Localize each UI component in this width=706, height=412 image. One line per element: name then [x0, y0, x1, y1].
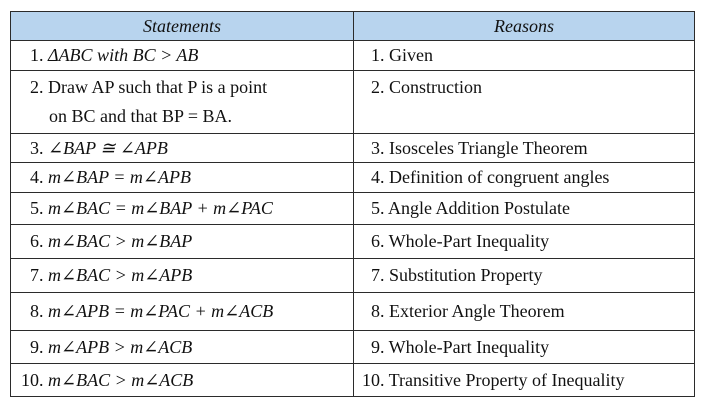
statement-number: 4.	[30, 167, 44, 187]
statement-cell	[11, 225, 354, 259]
proof-row	[11, 134, 695, 163]
statement-text: m∠APB = m∠PAC + m∠ACB	[48, 301, 274, 321]
reason-cell: 9. Whole-Part Inequality	[354, 331, 695, 364]
reason-cell: 8. Exterior Angle Theorem	[354, 293, 695, 331]
reason-cell: 3. Isosceles Triangle Theorem	[354, 134, 695, 163]
proof-row	[11, 293, 695, 331]
statement-number: 9.	[30, 336, 44, 357]
statement-text: ∠BAP ≅ ∠APB	[48, 137, 168, 158]
statement-cell	[11, 71, 354, 134]
proof-row	[11, 259, 695, 293]
statement-number: 1.	[30, 45, 44, 65]
reason-cell: 4. Definition of congruent angles	[354, 163, 695, 193]
reason-cell: 1. Given	[354, 41, 695, 71]
proof-row	[11, 163, 695, 193]
reasons-header: Reasons	[354, 12, 695, 41]
statement-cell	[11, 134, 354, 163]
reason-cell: 5. Angle Addition Postulate	[354, 193, 695, 225]
statement-number: 3.	[30, 137, 44, 158]
statement-cell	[11, 331, 354, 364]
reason-cell: 6. Whole-Part Inequality	[354, 225, 695, 259]
statement-text: m∠APB > m∠ACB	[48, 336, 193, 357]
proof-row	[11, 41, 695, 71]
statements-header: Statements	[11, 12, 354, 41]
statement-text: Draw AP such that P is a point	[48, 77, 268, 97]
statement-number: 7.	[30, 265, 44, 285]
statement-text: m∠BAP = m∠APB	[48, 167, 191, 187]
statement-number: 5.	[30, 198, 44, 218]
proof-table	[10, 11, 695, 397]
proof-row	[11, 331, 695, 364]
statement-text: m∠BAC > m∠BAP	[48, 231, 193, 251]
statement-text: m∠BAC = m∠BAP + m∠PAC	[48, 198, 273, 218]
statement-cell	[11, 163, 354, 193]
statement-cell	[11, 259, 354, 293]
reason-cell: 2. Construction	[354, 71, 695, 134]
proof-row	[11, 193, 695, 225]
statement-number: 8.	[30, 301, 44, 321]
reason-cell: 7. Substitution Property	[354, 259, 695, 293]
statement-cell	[11, 364, 354, 397]
statement-cell	[11, 193, 354, 225]
statement-number: 6.	[30, 231, 44, 251]
statement-number: 2.	[30, 77, 44, 97]
statement-number: 10.	[21, 369, 44, 390]
proof-row	[11, 225, 695, 259]
statement-cell	[11, 293, 354, 331]
reason-cell: 10. Transitive Property of Inequality	[354, 364, 695, 397]
statement-text: m∠BAC > m∠ACB	[48, 369, 194, 390]
statement-text: ΔABC with BC > AB	[48, 45, 199, 65]
proof-row	[11, 71, 695, 134]
statement-cell	[11, 41, 354, 71]
statement-line-2: on BC and that BP = BA.	[49, 106, 232, 126]
statement-line-1	[30, 73, 353, 102]
statement-text: m∠BAC > m∠APB	[48, 265, 193, 285]
proof-row	[11, 364, 695, 397]
header-row	[11, 12, 695, 41]
